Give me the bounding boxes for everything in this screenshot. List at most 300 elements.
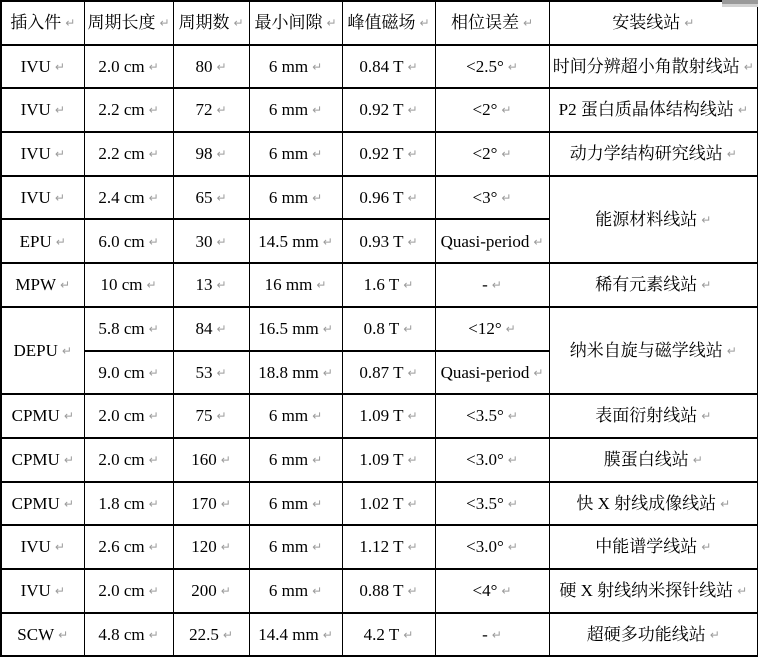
paragraph-mark-icon: ↵ xyxy=(63,452,74,467)
cell-text: 14.4 mm xyxy=(258,624,319,644)
paragraph-mark-icon: ↵ xyxy=(501,584,512,598)
paragraph-mark-icon: ↵ xyxy=(407,365,418,380)
paragraph-mark-icon: ↵ xyxy=(322,234,333,249)
paragraph-mark-icon: ↵ xyxy=(312,452,323,467)
paragraph-mark-icon: ↵ xyxy=(216,365,227,380)
cell-text: 16.5 mm xyxy=(258,318,319,338)
cell-phase-error xyxy=(435,307,549,351)
cell-period-count xyxy=(173,569,249,613)
cell-period-length xyxy=(84,482,173,526)
paragraph-mark-icon: ↵ xyxy=(63,496,74,511)
cell-insert-device xyxy=(1,45,84,89)
cell-min-gap xyxy=(249,569,342,613)
paragraph-mark-icon: ↵ xyxy=(507,496,518,511)
paragraph-mark-icon: ↵ xyxy=(701,278,712,293)
paragraph-mark-icon: ↵ xyxy=(148,452,159,467)
cell-beamline xyxy=(549,45,758,89)
cell-beamline xyxy=(549,132,758,176)
cell-text: 超硬多功能线站 xyxy=(586,624,706,644)
paragraph-mark-icon: ↵ xyxy=(407,540,418,555)
paragraph-mark-icon: ↵ xyxy=(148,59,159,74)
paragraph-mark-icon: ↵ xyxy=(148,103,159,118)
cell-beamline xyxy=(549,263,758,307)
cell-text: 2.2 cm xyxy=(98,144,145,164)
paragraph-mark-icon: ↵ xyxy=(501,103,512,118)
paragraph-mark-icon: ↵ xyxy=(312,584,323,598)
paragraph-mark-icon: ↵ xyxy=(407,496,418,511)
paragraph-mark-icon: ↵ xyxy=(419,16,430,31)
cell-text: 快 X 射线成像线站 xyxy=(576,493,717,513)
cell-period-length xyxy=(84,176,173,220)
paragraph-mark-icon: ↵ xyxy=(148,584,159,598)
header-min-gap xyxy=(249,1,342,45)
cell-insert-device xyxy=(1,307,84,394)
cell-period-count xyxy=(173,307,249,351)
cell-min-gap xyxy=(249,525,342,569)
cell-text: Quasi-period xyxy=(440,362,530,382)
cell-text: <4° xyxy=(472,581,498,600)
paragraph-mark-icon: ↵ xyxy=(326,16,337,31)
paragraph-mark-icon: ↵ xyxy=(222,627,233,642)
cell-insert-device xyxy=(1,569,84,613)
paragraph-mark-icon: ↵ xyxy=(701,212,712,227)
cell-min-gap xyxy=(249,438,342,482)
paragraph-mark-icon: ↵ xyxy=(709,627,720,642)
cell-text: 72 xyxy=(195,100,213,120)
cell-text: CPMU xyxy=(11,493,60,513)
cell-text: 0.87 T xyxy=(359,362,404,382)
cell-text: IVU xyxy=(20,187,51,207)
table-row xyxy=(1,569,758,613)
paragraph-mark-icon: ↵ xyxy=(216,321,227,336)
cell-text: 16 mm xyxy=(264,275,313,295)
cell-text: 1.02 T xyxy=(359,493,404,513)
cell-period-length xyxy=(84,307,173,351)
paragraph-mark-icon: ↵ xyxy=(216,190,227,205)
cell-period-length xyxy=(84,263,173,307)
paragraph-mark-icon: ↵ xyxy=(146,278,157,293)
table-row xyxy=(1,263,758,307)
cell-text: 2.0 cm xyxy=(98,449,145,469)
cell-phase-error xyxy=(435,438,549,482)
cell-period-count xyxy=(173,613,249,657)
cell-beamline xyxy=(549,438,758,482)
cell-period-length xyxy=(84,569,173,613)
paragraph-mark-icon: ↵ xyxy=(322,365,333,380)
cell-text: 最小间隙 xyxy=(254,13,323,33)
cell-period-length xyxy=(84,613,173,657)
cell-phase-error xyxy=(435,482,549,526)
cell-text: 6 mm xyxy=(268,100,309,120)
cell-peak-field xyxy=(342,525,435,569)
cell-text: 6 mm xyxy=(268,581,309,600)
cell-peak-field xyxy=(342,482,435,526)
table-row xyxy=(1,307,758,351)
cell-text: 相位误差 xyxy=(450,13,519,33)
cell-text: 6 mm xyxy=(268,144,309,164)
cell-beamline xyxy=(549,613,758,657)
cell-period-length xyxy=(84,219,173,263)
cell-insert-device xyxy=(1,394,84,438)
cell-period-count xyxy=(173,263,249,307)
paragraph-mark-icon: ↵ xyxy=(148,496,159,511)
cell-text: 0.96 T xyxy=(359,187,404,207)
cell-period-count xyxy=(173,482,249,526)
paragraph-mark-icon: ↵ xyxy=(148,409,159,424)
cell-period-length xyxy=(84,45,173,89)
cell-text: 160 xyxy=(191,449,217,469)
cell-beamline xyxy=(549,176,758,263)
paragraph-mark-icon: ↵ xyxy=(684,16,695,31)
paragraph-mark-icon: ↵ xyxy=(54,190,65,205)
cell-text: CPMU xyxy=(11,449,60,469)
cell-period-count xyxy=(173,525,249,569)
header-insert-device xyxy=(1,1,84,45)
cell-text: <3.5° xyxy=(466,493,504,513)
cell-text: <2.5° xyxy=(466,56,504,76)
table-row xyxy=(1,88,758,132)
paragraph-mark-icon: ↵ xyxy=(54,540,65,555)
cell-text: 170 xyxy=(191,493,217,513)
paragraph-mark-icon: ↵ xyxy=(403,278,414,293)
cell-text: 75 xyxy=(195,406,213,426)
cell-text: 0.84 T xyxy=(359,56,404,76)
cell-text: 10 cm xyxy=(100,275,143,295)
cell-text: <3° xyxy=(472,187,498,207)
cell-text: 动力学结构研究线站 xyxy=(569,144,723,164)
cell-text: 80 xyxy=(195,56,213,76)
cell-text: 6 mm xyxy=(268,406,309,426)
paragraph-mark-icon: ↵ xyxy=(216,234,227,249)
paragraph-mark-icon: ↵ xyxy=(403,321,414,336)
cell-peak-field xyxy=(342,613,435,657)
header-beamline xyxy=(549,1,758,45)
cell-peak-field xyxy=(342,45,435,89)
cell-text: DEPU xyxy=(13,340,58,360)
paragraph-mark-icon: ↵ xyxy=(216,147,227,162)
cell-insert-device xyxy=(1,132,84,176)
cell-text: Quasi-period xyxy=(440,231,530,251)
cell-text: 1.6 T xyxy=(363,275,400,295)
paragraph-mark-icon: ↵ xyxy=(148,627,159,642)
table-row xyxy=(1,176,758,220)
cell-period-count xyxy=(173,88,249,132)
cell-min-gap xyxy=(249,307,342,351)
cell-peak-field xyxy=(342,569,435,613)
cell-insert-device xyxy=(1,482,84,526)
cell-min-gap xyxy=(249,176,342,220)
paragraph-mark-icon: ↵ xyxy=(726,147,737,162)
scrollbar-fragment xyxy=(722,0,758,7)
cell-period-length xyxy=(84,525,173,569)
cell-text: 0.8 T xyxy=(363,318,400,338)
paragraph-mark-icon: ↵ xyxy=(501,190,512,205)
cell-text: 周期长度 xyxy=(87,13,156,33)
cell-text: 30 xyxy=(195,231,213,251)
paragraph-mark-icon: ↵ xyxy=(407,147,418,162)
cell-text: 98 xyxy=(195,144,213,164)
paragraph-mark-icon: ↵ xyxy=(220,452,231,467)
paragraph-mark-icon: ↵ xyxy=(148,147,159,162)
cell-peak-field xyxy=(342,438,435,482)
cell-peak-field xyxy=(342,351,435,395)
cell-period-count xyxy=(173,132,249,176)
cell-text: 200 xyxy=(191,581,217,600)
paragraph-mark-icon: ↵ xyxy=(220,584,231,598)
cell-beamline xyxy=(549,394,758,438)
paragraph-mark-icon: ↵ xyxy=(216,409,227,424)
cell-peak-field xyxy=(342,394,435,438)
cell-text: <3.0° xyxy=(466,449,504,469)
cell-text: P2 蛋白质晶体结构线站 xyxy=(558,100,734,120)
paragraph-mark-icon: ↵ xyxy=(533,234,544,249)
cell-text: 14.5 mm xyxy=(258,231,319,251)
cell-period-count xyxy=(173,438,249,482)
table-row xyxy=(1,132,758,176)
paragraph-mark-icon: ↵ xyxy=(322,321,333,336)
paragraph-mark-icon: ↵ xyxy=(507,540,518,555)
cell-text: 2.2 cm xyxy=(98,100,145,120)
cell-text: 6 mm xyxy=(268,449,309,469)
cell-text: 5.8 cm xyxy=(98,318,145,338)
cell-insert-device xyxy=(1,88,84,132)
cell-text: <2° xyxy=(472,100,498,120)
table-row xyxy=(1,482,758,526)
paragraph-mark-icon: ↵ xyxy=(312,59,323,74)
paragraph-mark-icon: ↵ xyxy=(507,409,518,424)
cell-period-length xyxy=(84,394,173,438)
paragraph-mark-icon: ↵ xyxy=(233,16,244,31)
cell-phase-error xyxy=(435,219,549,263)
paragraph-mark-icon: ↵ xyxy=(312,409,323,424)
cell-text: 1.09 T xyxy=(359,406,404,426)
cell-period-count xyxy=(173,176,249,220)
cell-phase-error xyxy=(435,263,549,307)
cell-text: 膜蛋白线站 xyxy=(603,449,689,469)
cell-phase-error xyxy=(435,613,549,657)
paragraph-mark-icon: ↵ xyxy=(407,59,418,74)
table-row xyxy=(1,45,758,89)
cell-text: - xyxy=(482,275,488,295)
cell-phase-error xyxy=(435,88,549,132)
cell-text: 周期数 xyxy=(178,13,230,33)
paragraph-mark-icon: ↵ xyxy=(54,103,65,118)
cell-phase-error xyxy=(435,176,549,220)
paragraph-mark-icon: ↵ xyxy=(216,278,227,293)
paragraph-mark-icon: ↵ xyxy=(148,321,159,336)
cell-text: <2° xyxy=(472,144,498,164)
paragraph-mark-icon: ↵ xyxy=(312,496,323,511)
cell-insert-device xyxy=(1,263,84,307)
paragraph-mark-icon: ↵ xyxy=(220,540,231,555)
paragraph-mark-icon: ↵ xyxy=(60,278,71,293)
cell-text: 4.8 cm xyxy=(98,624,145,644)
cell-text: 1.12 T xyxy=(359,537,404,557)
paragraph-mark-icon: ↵ xyxy=(312,103,323,118)
cell-text: <3.5° xyxy=(466,406,504,426)
paragraph-mark-icon: ↵ xyxy=(491,627,502,642)
cell-text: 18.8 mm xyxy=(258,362,319,382)
cell-phase-error xyxy=(435,132,549,176)
cell-text: 1.8 cm xyxy=(98,493,145,513)
cell-text: 中能谱学线站 xyxy=(595,537,698,557)
paragraph-mark-icon: ↵ xyxy=(507,452,518,467)
paragraph-mark-icon: ↵ xyxy=(407,103,418,118)
cell-text: 13 xyxy=(195,275,213,295)
paragraph-mark-icon: ↵ xyxy=(407,584,418,598)
cell-text: <12° xyxy=(468,318,502,338)
cell-text: 峰值磁场 xyxy=(347,13,416,33)
cell-peak-field xyxy=(342,88,435,132)
header-phase-error xyxy=(435,1,549,45)
cell-min-gap xyxy=(249,351,342,395)
cell-text: 6 mm xyxy=(268,537,309,557)
table-header xyxy=(1,1,758,45)
cell-text: 2.0 cm xyxy=(98,56,145,76)
paragraph-mark-icon: ↵ xyxy=(505,321,516,336)
cell-text: 表面衍射线站 xyxy=(595,406,698,426)
cell-period-count xyxy=(173,394,249,438)
paragraph-mark-icon: ↵ xyxy=(65,16,76,31)
paragraph-mark-icon: ↵ xyxy=(55,234,66,249)
cell-beamline xyxy=(549,88,758,132)
table-row xyxy=(1,613,758,657)
cell-text: SCW xyxy=(17,624,55,644)
paragraph-mark-icon: ↵ xyxy=(692,452,703,467)
cell-text: 22.5 xyxy=(189,624,219,644)
cell-text: 时间分辨超小角散射线站 xyxy=(552,56,740,76)
cell-beamline xyxy=(549,307,758,394)
cell-text: IVU xyxy=(20,581,51,600)
cell-text: 120 xyxy=(191,537,217,557)
paragraph-mark-icon: ↵ xyxy=(148,190,159,205)
paragraph-mark-icon: ↵ xyxy=(407,452,418,467)
cell-phase-error xyxy=(435,525,549,569)
cell-insert-device xyxy=(1,176,84,220)
header-row xyxy=(1,1,758,45)
cell-text: 插入件 xyxy=(10,13,62,33)
paragraph-mark-icon: ↵ xyxy=(407,409,418,424)
table-row xyxy=(1,394,758,438)
paragraph-mark-icon: ↵ xyxy=(720,496,731,511)
cell-text: 2.0 cm xyxy=(98,581,145,600)
cell-text: IVU xyxy=(20,144,51,164)
cell-min-gap xyxy=(249,132,342,176)
paragraph-mark-icon: ↵ xyxy=(54,147,65,162)
paragraph-mark-icon: ↵ xyxy=(533,365,544,380)
cell-peak-field xyxy=(342,307,435,351)
paragraph-mark-icon: ↵ xyxy=(507,59,518,74)
cell-text: 纳米自旋与磁学线站 xyxy=(569,340,723,360)
cell-text: IVU xyxy=(20,537,51,557)
cell-peak-field xyxy=(342,132,435,176)
cell-text: 0.92 T xyxy=(359,100,404,120)
cell-beamline xyxy=(549,569,758,613)
cell-text: 2.0 cm xyxy=(98,406,145,426)
cell-min-gap xyxy=(249,45,342,89)
paragraph-mark-icon: ↵ xyxy=(322,627,333,642)
cell-text: 硬 X 射线纳米探针线站 xyxy=(559,581,734,600)
cell-insert-device xyxy=(1,438,84,482)
cell-text: IVU xyxy=(20,100,51,120)
cell-min-gap xyxy=(249,88,342,132)
cell-text: 0.92 T xyxy=(359,144,404,164)
cell-min-gap xyxy=(249,263,342,307)
paragraph-mark-icon: ↵ xyxy=(216,103,227,118)
cell-text: EPU xyxy=(19,231,52,251)
paragraph-mark-icon: ↵ xyxy=(491,278,502,293)
paragraph-mark-icon: ↵ xyxy=(403,627,414,642)
cell-text: 0.88 T xyxy=(359,581,404,600)
cell-text: 能源材料线站 xyxy=(595,209,698,229)
cell-text: 65 xyxy=(195,187,213,207)
paragraph-mark-icon: ↵ xyxy=(522,16,534,31)
cell-text: CPMU xyxy=(11,406,60,426)
cell-text: 6 mm xyxy=(268,187,309,207)
table-row xyxy=(1,438,758,482)
cell-text: 2.6 cm xyxy=(98,537,145,557)
cell-peak-field xyxy=(342,219,435,263)
cell-period-length xyxy=(84,351,173,395)
paragraph-mark-icon: ↵ xyxy=(148,540,159,555)
cell-beamline xyxy=(549,525,758,569)
header-period-count xyxy=(173,1,249,45)
cell-insert-device xyxy=(1,525,84,569)
paragraph-mark-icon: ↵ xyxy=(726,343,737,358)
cell-text: 53 xyxy=(195,362,213,382)
cell-text: 2.4 cm xyxy=(98,187,145,207)
cell-text: 4.2 T xyxy=(363,624,400,644)
header-peak-field xyxy=(342,1,435,45)
cell-text: 1.09 T xyxy=(359,449,404,469)
paragraph-mark-icon: ↵ xyxy=(743,59,754,74)
cell-min-gap xyxy=(249,482,342,526)
paragraph-mark-icon: ↵ xyxy=(54,59,65,74)
paragraph-mark-icon: ↵ xyxy=(701,540,712,555)
cell-period-length xyxy=(84,132,173,176)
paragraph-mark-icon: ↵ xyxy=(159,16,170,31)
paragraph-mark-icon: ↵ xyxy=(312,540,323,555)
cell-text: MPW xyxy=(15,275,57,295)
cell-text: 6 mm xyxy=(268,493,309,513)
cell-phase-error xyxy=(435,45,549,89)
paragraph-mark-icon: ↵ xyxy=(61,343,72,358)
paragraph-mark-icon: ↵ xyxy=(58,627,69,642)
table-body xyxy=(1,45,758,657)
cell-phase-error xyxy=(435,351,549,395)
paragraph-mark-icon: ↵ xyxy=(220,496,231,511)
cell-period-count xyxy=(173,219,249,263)
cell-insert-device xyxy=(1,219,84,263)
cell-peak-field xyxy=(342,176,435,220)
cell-min-gap xyxy=(249,219,342,263)
cell-text: 6.0 cm xyxy=(98,231,145,251)
cell-min-gap xyxy=(249,613,342,657)
cell-phase-error xyxy=(435,569,549,613)
paragraph-mark-icon: ↵ xyxy=(148,365,159,380)
table-row xyxy=(1,525,758,569)
cell-period-count xyxy=(173,45,249,89)
cell-text: 0.93 T xyxy=(359,231,404,251)
paragraph-mark-icon: ↵ xyxy=(312,190,323,205)
cell-peak-field xyxy=(342,263,435,307)
cell-beamline xyxy=(549,482,758,526)
cell-text: 9.0 cm xyxy=(98,362,145,382)
paragraph-mark-icon: ↵ xyxy=(63,409,74,424)
paragraph-mark-icon: ↵ xyxy=(54,584,65,598)
paragraph-mark-icon: ↵ xyxy=(501,147,512,162)
paragraph-mark-icon: ↵ xyxy=(216,59,227,74)
